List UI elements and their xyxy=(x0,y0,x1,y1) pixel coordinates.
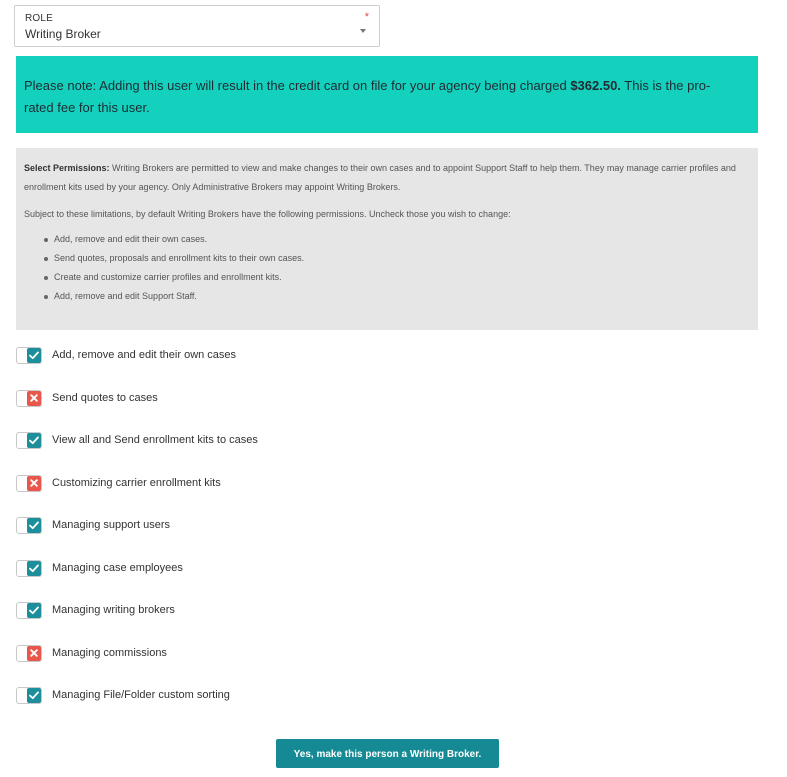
check-icon xyxy=(27,433,41,448)
list-item: Create and customize carrier profiles and enrollment kits. xyxy=(44,268,750,287)
x-icon xyxy=(27,476,41,491)
permission-toggle[interactable] xyxy=(16,517,42,534)
chevron-down-icon[interactable] xyxy=(360,29,366,33)
role-select[interactable] xyxy=(14,5,380,47)
x-icon xyxy=(27,646,41,661)
toggle-label: Managing case employees xyxy=(52,561,183,574)
x-icon xyxy=(27,391,41,406)
permission-toggle[interactable] xyxy=(16,687,42,704)
toggle-label: Managing commissions xyxy=(52,646,167,659)
toggle-row xyxy=(16,430,616,473)
confirm-writing-broker-button[interactable]: Yes, make this person a Writing Broker. xyxy=(276,739,499,768)
check-icon xyxy=(27,561,41,576)
permissions-intro-text: Writing Brokers are permitted to view and make changes to their own cases and to appoint Support Staff to help them. They may manage carrier profiles and enrollment kits used by your agency. Only Administrative Brokers may appoint Writing Brokers. xyxy=(24,163,736,192)
toggle-row xyxy=(16,473,616,516)
permissions-intro xyxy=(24,159,750,197)
billing-note xyxy=(16,56,758,133)
role-selected-value: Writing Broker xyxy=(25,27,101,41)
permission-toggle[interactable] xyxy=(16,560,42,577)
permission-toggle[interactable] xyxy=(16,645,42,662)
default-permissions-list xyxy=(44,230,750,306)
toggle-row xyxy=(16,685,616,728)
toggle-label: Managing support users xyxy=(52,519,171,531)
toggle-label: Add, remove and edit their own cases xyxy=(52,349,237,361)
permissions-info-panel xyxy=(16,148,758,330)
permission-toggles xyxy=(16,345,616,728)
permission-toggle[interactable] xyxy=(16,475,42,492)
permission-toggle[interactable] xyxy=(16,432,42,449)
toggle-row xyxy=(16,643,616,686)
check-icon xyxy=(27,348,41,363)
toggle-label: View all and Send enrollment kits to cases xyxy=(52,434,258,446)
list-item: Add, remove and edit Support Staff. xyxy=(44,287,750,306)
toggle-label: Send quotes to cases xyxy=(52,391,158,404)
required-asterisk: * xyxy=(364,11,369,23)
toggle-row xyxy=(16,388,616,431)
check-icon xyxy=(27,688,41,703)
permissions-heading: Select Permissions: xyxy=(24,163,110,173)
toggle-label: Managing writing brokers xyxy=(52,604,175,616)
list-item: Send quotes, proposals and enrollment kits to their own cases. xyxy=(44,249,750,268)
toggle-row xyxy=(16,515,616,558)
check-icon xyxy=(27,518,41,533)
permission-toggle[interactable] xyxy=(16,390,42,407)
check-icon xyxy=(27,603,41,618)
toggle-row xyxy=(16,600,616,643)
note-text-after: This is the pro-rated fee for this user. xyxy=(24,78,711,115)
note-text-before: Please note: Adding this user will result in the credit card on file for your agency being charged xyxy=(24,78,571,93)
permission-toggle[interactable] xyxy=(16,347,42,364)
role-label: ROLE xyxy=(25,13,54,24)
toggle-row xyxy=(16,558,616,601)
permissions-subtext: Subject to these limitations, by default Writing Brokers have the following permissions. Uncheck those you wish to change: xyxy=(24,209,511,219)
permission-toggle[interactable] xyxy=(16,602,42,619)
toggle-label: Customizing carrier enrollment kits xyxy=(52,476,221,489)
toggle-row xyxy=(16,345,616,388)
list-item: Add, remove and edit their own cases. xyxy=(44,230,750,249)
toggle-label: Managing File/Folder custom sorting xyxy=(52,689,230,701)
note-amount: $362.50. xyxy=(570,78,621,93)
